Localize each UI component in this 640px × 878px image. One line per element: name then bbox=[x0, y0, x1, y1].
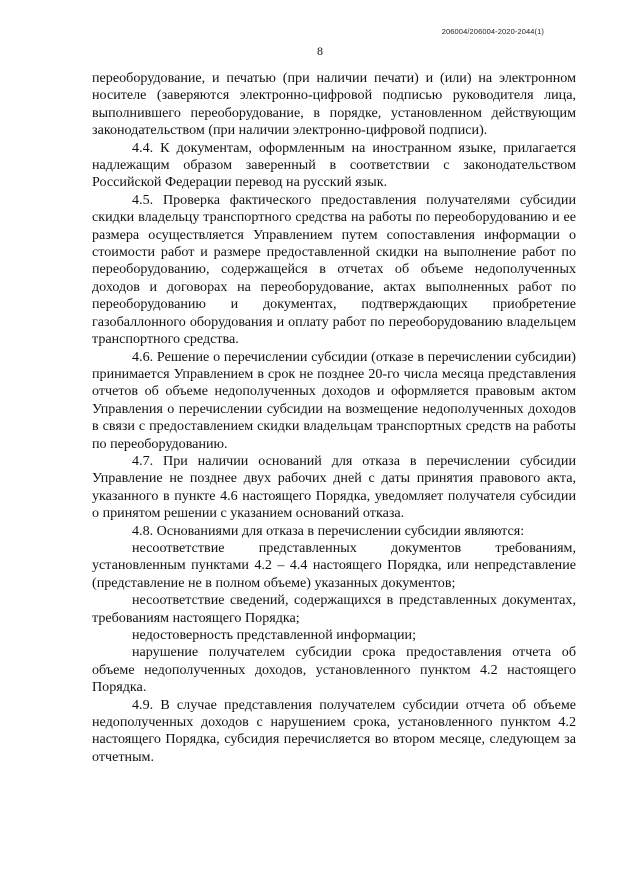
paragraph-4-4: 4.4. К документам, оформленным на иностранном языке, прилагается надлежащим образом заверенный в соответствии с законодательством Российской Федерации перевод на русский язык. bbox=[92, 139, 576, 191]
document-id: 206004/206004-2020-2044(1) bbox=[441, 27, 544, 36]
refusal-ground-item: несоответствие представленных документов требованиям, установленным пунктами 4.2 – 4.4 настоящего Порядка, или непредставление (представление не в полном объеме) указанных документов; bbox=[92, 539, 576, 591]
page-number: 8 bbox=[317, 44, 323, 58]
paragraph-4-5: 4.5. Проверка фактического предоставления получателями субсидии скидки владельцу транспортного средства на работы по переоборудованию и ее размера осуществляется Управлением путем сопоставления информации о стоимости работ и размере предоставленной скидки на выполнение работ по переоборудованию, содержащейся в отчетах об объеме недополученных доходов и договорах на переоборудование, актах выполненных работ по переоборудованию и документах, подтверждающих приобретение газобаллонного оборудования и оплату работ по переоборудованию владельцем транспортного средства. bbox=[92, 191, 576, 348]
refusal-ground-item: несоответствие сведений, содержащихся в представленных документах, требованиям настоящего Порядка; bbox=[92, 592, 576, 626]
refusal-ground-item: недостоверность представленной информации; bbox=[132, 627, 416, 643]
paragraph-4-9: 4.9. В случае представления получателем субсидии отчета об объеме недополученных доходов с нарушением срока, установленного пунктом 4.2 настоящего Порядка, субсидия перечисляется во втором месяце, следующем за отчетным. bbox=[92, 696, 576, 765]
paragraph-4-8: 4.8. Основаниями для отказа в перечислении субсидии являются: bbox=[132, 522, 525, 539]
paragraph-4-7: 4.7. При наличии оснований для отказа в перечислении субсидии Управление не позднее двух рабочих дней с даты принятия правового акта, указанного в пункте 4.6 настоящего Порядка, уведомляет получателя субсидии о принятом решении с указанием оснований отказа. bbox=[92, 452, 576, 522]
refusal-ground-item: нарушение получателем субсидии срока предоставления отчета об объеме недополученных доходов, установленного пунктом 4.2 настоящего Порядка. bbox=[92, 644, 576, 696]
paragraph-continuation: переоборудование, и печатью (при наличии печати) и (или) на электронном носителе (заверяются электронно-цифровой подписью руководителя лица, выполнившего переоборудование, в порядке, установленном действующим законодательством (при наличии электронно-цифровой подписи). bbox=[92, 70, 576, 139]
document-body bbox=[92, 70, 576, 766]
paragraph-4-6: 4.6. Решение о перечислении субсидии (отказе в перечислении субсидии) принимается Управлением в срок не позднее 20-го числа месяца представления отчетов об объеме недополученных доходов и оформляется правовым актом Управления о перечислении субсидии на возмещение недополученных доходов в связи с предоставлением скидки владельцам транспортных средств на работы по переоборудованию. bbox=[92, 348, 576, 452]
